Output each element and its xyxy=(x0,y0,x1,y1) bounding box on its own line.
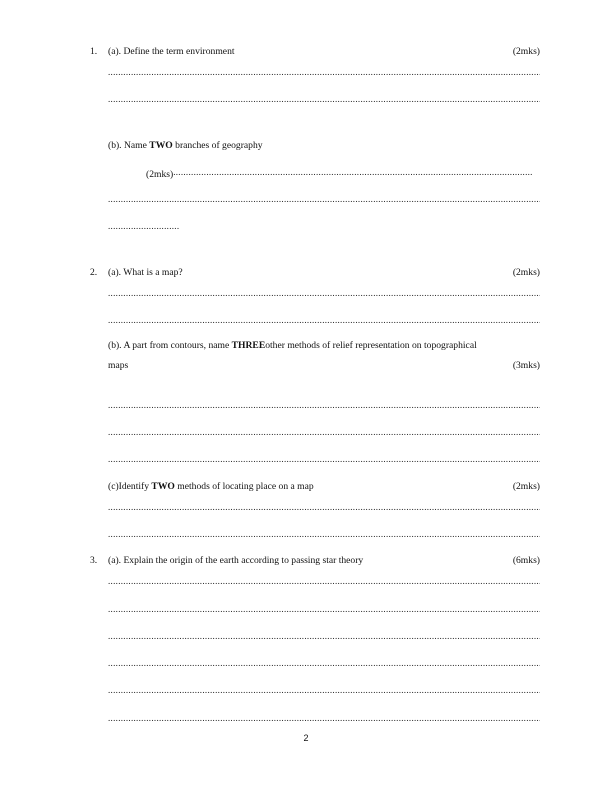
question-2b-text-line2: maps xyxy=(108,360,129,371)
answer-line xyxy=(108,400,540,410)
question-1b-marks-line xyxy=(146,167,533,180)
question-1b-text-pre: (b). Name xyxy=(108,140,150,151)
answer-line xyxy=(108,454,540,464)
answer-line xyxy=(108,221,180,231)
question-3a-text: (a). Explain the origin of the earth according to passing star theory xyxy=(108,555,364,566)
question-1b-text xyxy=(108,140,263,151)
question-3a-marks: (6mks) xyxy=(512,555,540,566)
question-2b-text-bold: THREE xyxy=(231,340,266,351)
answer-line xyxy=(108,529,540,539)
question-3-number: 3. xyxy=(90,555,98,566)
answer-line xyxy=(108,427,540,437)
answer-line xyxy=(108,67,540,77)
question-1a-marks: (2mks) xyxy=(512,46,540,57)
question-2b-text xyxy=(108,340,477,351)
question-2b-text-pre: (b). A part from contours, name xyxy=(108,340,232,351)
answer-line xyxy=(108,713,540,723)
question-2c-marks: (2mks) xyxy=(512,481,540,492)
answer-line xyxy=(173,167,533,177)
answer-line xyxy=(108,288,540,298)
question-1b-text-post: branches of geography xyxy=(172,140,263,151)
question-2a-text: (a). What is a map? xyxy=(108,267,183,278)
question-2c-text-post: methods of locating place on a map xyxy=(174,481,314,492)
question-2c-text-pre: (c)Identify xyxy=(108,481,152,492)
answer-line xyxy=(108,685,540,695)
question-2b-marks: (3mks) xyxy=(512,360,540,371)
answer-line xyxy=(108,658,540,668)
question-1b-text-bold: TWO xyxy=(149,140,173,151)
answer-line xyxy=(108,631,540,641)
question-2c-text xyxy=(108,481,314,492)
question-2a-marks: (2mks) xyxy=(512,267,540,278)
question-2c-text-bold: TWO xyxy=(151,481,175,492)
answer-line xyxy=(108,315,540,325)
question-1a-text: (a). Define the term environment xyxy=(108,46,235,57)
answer-line xyxy=(108,94,540,104)
page-number: 2 xyxy=(303,733,309,743)
answer-line xyxy=(108,604,540,614)
answer-line xyxy=(108,576,540,586)
question-2-number: 2. xyxy=(90,267,98,278)
answer-line xyxy=(108,502,540,512)
answer-line xyxy=(108,194,540,204)
question-1b-marks: (2mks) xyxy=(146,169,174,180)
question-1-number: 1. xyxy=(90,46,98,57)
question-2b-text-post: other methods of relief representation on topographical xyxy=(265,340,477,351)
